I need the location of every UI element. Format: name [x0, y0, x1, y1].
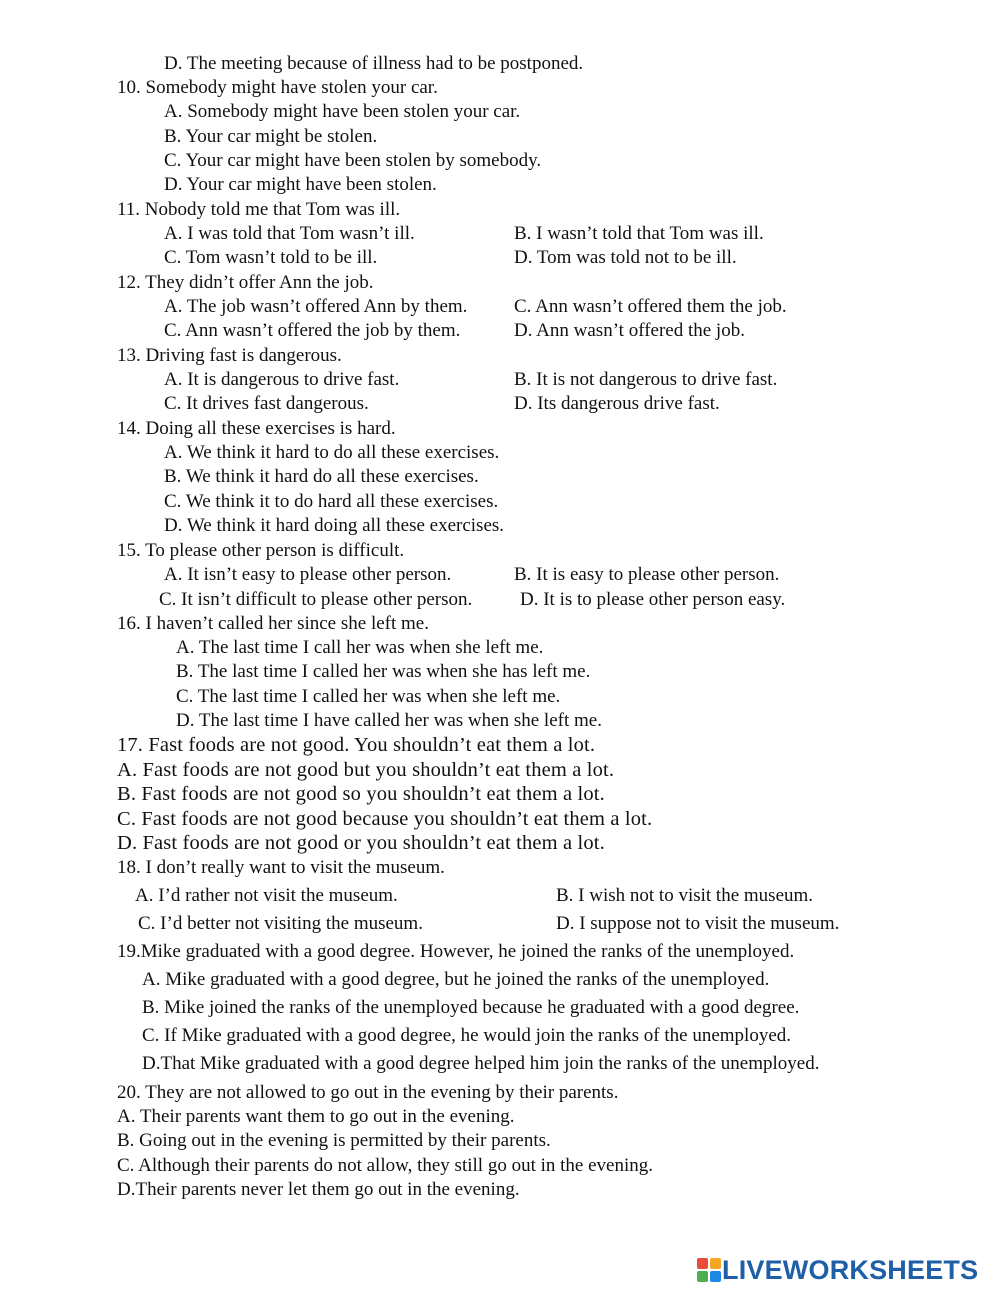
q14-question: 14. Doing all these exercises is hard.: [117, 418, 396, 439]
q12-option-a: A. The job wasn’t offered Ann by them.: [164, 296, 468, 317]
q16-option-d: D. The last time I have called her was when she left me.: [176, 710, 602, 731]
logo-text: LIVEWORKSHEETS: [722, 1255, 979, 1285]
q17-option-c: C. Fast foods are not good because you shouldn’t eat them a lot.: [117, 808, 653, 830]
q10-option-c: C. Your car might have been stolen by somebody.: [164, 150, 542, 171]
q17-option-a: A. Fast foods are not good but you shouldn’t eat them a lot.: [117, 759, 615, 781]
q20-question: 20. They are not allowed to go out in the evening by their parents.: [117, 1082, 619, 1103]
q19-option-c: C. If Mike graduated with a good degree, he would join the ranks of the unemployed.: [142, 1025, 791, 1046]
q19-option-a: A. Mike graduated with a good degree, but he joined the ranks of the unemployed.: [142, 969, 770, 990]
q11-question: 11. Nobody told me that Tom was ill.: [117, 199, 401, 220]
q11-option-d: D. Tom was told not to be ill.: [514, 247, 737, 268]
q16-option-c: C. The last time I called her was when she left me.: [176, 686, 561, 707]
q15-option-d: D. It is to please other person easy.: [520, 589, 786, 610]
q14-option-b: B. We think it hard do all these exercises.: [164, 466, 479, 487]
q18-option-a: A. I’d rather not visit the museum.: [135, 885, 398, 906]
q18-option-d: D. I suppose not to visit the museum.: [556, 913, 840, 934]
q18-question: 18. I don’t really want to visit the museum.: [117, 857, 445, 878]
q17-option-d: D. Fast foods are not good or you shouldn’t eat them a lot.: [117, 832, 605, 854]
q20-option-d: D.Their parents never let them go out in the evening.: [117, 1179, 520, 1200]
q17-option-b: B. Fast foods are not good so you shouldn’t eat them a lot.: [117, 783, 605, 805]
q13-option-d: D. Its dangerous drive fast.: [514, 393, 720, 414]
q14-option-c: C. We think it to do hard all these exercises.: [164, 491, 499, 512]
q11-option-c: C. Tom wasn’t told to be ill.: [164, 247, 378, 268]
q13-option-c: C. It drives fast dangerous.: [164, 393, 369, 414]
q9-option-d: D. The meeting because of illness had to be postponed.: [164, 53, 584, 74]
q20-option-a: A. Their parents want them to go out in the evening.: [117, 1106, 515, 1127]
q14-option-a: A. We think it hard to do all these exercises.: [164, 442, 500, 463]
q20-option-b: B. Going out in the evening is permitted by their parents.: [117, 1130, 551, 1151]
q16-option-b: B. The last time I called her was when she has left me.: [176, 661, 591, 682]
q16-option-a: A. The last time I call her was when she left me.: [176, 637, 544, 658]
q13-option-a: A. It is dangerous to drive fast.: [164, 369, 400, 390]
q15-option-a: A. It isn’t easy to please other person.: [164, 564, 452, 585]
q14-option-d: D. We think it hard doing all these exercises.: [164, 515, 505, 536]
q19-option-d: D.That Mike graduated with a good degree helped him join the ranks of the unemployed.: [142, 1053, 820, 1074]
q11-option-b: B. I wasn’t told that Tom was ill.: [514, 223, 764, 244]
q12-question: 12. They didn’t offer Ann the job.: [117, 272, 374, 293]
q15-question: 15. To please other person is difficult.: [117, 540, 405, 561]
q18-option-b: B. I wish not to visit the museum.: [556, 885, 814, 906]
q13-question: 13. Driving fast is dangerous.: [117, 345, 342, 366]
logo-cube-icon: [696, 1257, 722, 1283]
q10-question: 10. Somebody might have stolen your car.: [117, 77, 438, 98]
q11-option-a: A. I was told that Tom wasn’t ill.: [164, 223, 415, 244]
q10-option-b: B. Your car might be stolen.: [164, 126, 378, 147]
q10-option-a: A. Somebody might have been stolen your car.: [164, 101, 521, 122]
q10-option-d: D. Your car might have been stolen.: [164, 174, 437, 195]
liveworksheets-logo: [696, 1255, 978, 1285]
q12-option-d: D. Ann wasn’t offered the job.: [514, 320, 745, 341]
q17-question: 17. Fast foods are not good. You shouldn’t eat them a lot.: [117, 734, 596, 756]
q15-option-b: B. It is easy to please other person.: [514, 564, 780, 585]
q19-option-b: B. Mike joined the ranks of the unemployed because he graduated with a good degree.: [142, 997, 800, 1018]
q12-option-c1: C. Ann wasn’t offered them the job.: [514, 296, 787, 317]
q12-option-c2: C. Ann wasn’t offered the job by them.: [164, 320, 461, 341]
q16-question: 16. I haven’t called her since she left me.: [117, 613, 429, 634]
q19-question: 19.Mike graduated with a good degree. However, he joined the ranks of the unemployed.: [117, 941, 795, 962]
q18-option-c: C. I’d better not visiting the museum.: [138, 913, 423, 934]
q20-option-c: C. Although their parents do not allow, they still go out in the evening.: [117, 1155, 653, 1176]
q15-option-c: C. It isn’t difficult to please other person.: [159, 589, 473, 610]
q13-option-b: B. It is not dangerous to drive fast.: [514, 369, 778, 390]
